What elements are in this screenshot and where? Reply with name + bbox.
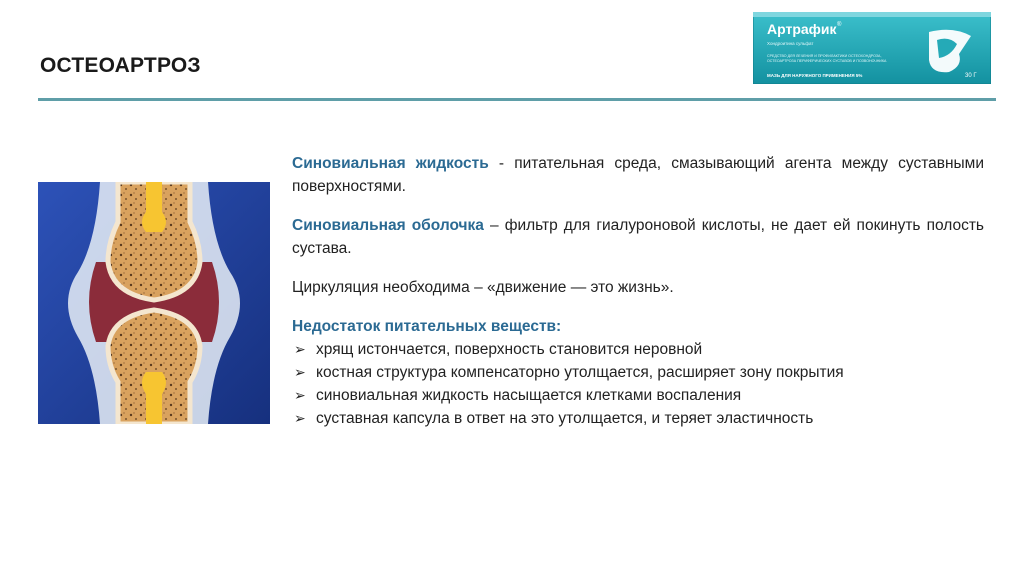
package-brand: Артрафик — [767, 21, 837, 37]
arrow-bullet-icon: ➢ — [294, 341, 306, 357]
title-divider — [38, 98, 996, 101]
list-item: ➢ костная структура компенсаторно утолщается, расширяет зону покрытия — [292, 361, 984, 384]
list-item: ➢ синовиальная жидкость насыщается клетками воспаления — [292, 384, 984, 407]
circulation-paragraph: Циркуляция необходима – «движение — это жизнь». — [292, 279, 674, 296]
page-title: ОСТЕОАРТРОЗ — [40, 54, 201, 77]
package-description-2: ОСТЕОАРТРОЗА ПЕРИФЕРИЧЕСКИХ СУСТАВОВ И ПОЗВОНОЧНИКА — [767, 59, 887, 63]
package-weight: 30 Г — [965, 73, 977, 79]
arrow-bullet-icon: ➢ — [294, 410, 306, 426]
synovial-membrane-text: – фильтр для гиалуроновой кислоты, не дает ей покинуть полость сустава. — [292, 217, 985, 257]
package-form: МАЗЬ ДЛЯ НАРУЖНОГО ПРИМЕНЕНИЯ 5% — [767, 73, 863, 78]
product-package — [753, 12, 991, 84]
synovial-membrane-term: Синовиальная оболочка — [292, 217, 484, 234]
arrow-bullet-icon: ➢ — [294, 364, 306, 380]
synovial-fluid-paragraph — [292, 152, 984, 198]
package-reg-mark: ® — [837, 22, 842, 28]
deficit-heading: Недостаток питательных веществ: — [292, 318, 562, 335]
joint-illustration — [38, 182, 270, 424]
synovial-fluid-term: Синовиальная жидкость — [292, 155, 489, 172]
upper-bone — [108, 182, 200, 300]
synovial-membrane-paragraph — [292, 214, 984, 260]
package-subtitle: Хондроитина сульфат — [767, 41, 814, 46]
deficit-list — [292, 338, 984, 430]
synovial-fluid-text: - питательная среда, смазывающий агента между суставными поверхностями. — [292, 155, 984, 195]
list-item: ➢ суставная капсула в ответ на это утолщается, и теряет эластичность — [292, 407, 984, 430]
list-item: ➢ хрящ истончается, поверхность становится неровной — [292, 338, 984, 361]
arrow-bullet-icon: ➢ — [294, 387, 306, 403]
package-description-1: СРЕДСТВО ДЛЯ ЛЕЧЕНИЯ И ПРОФИЛАКТИКИ ОСТЕОХОНДРОЗА, — [767, 54, 882, 58]
lower-bone — [108, 310, 200, 424]
content-text — [292, 152, 984, 430]
